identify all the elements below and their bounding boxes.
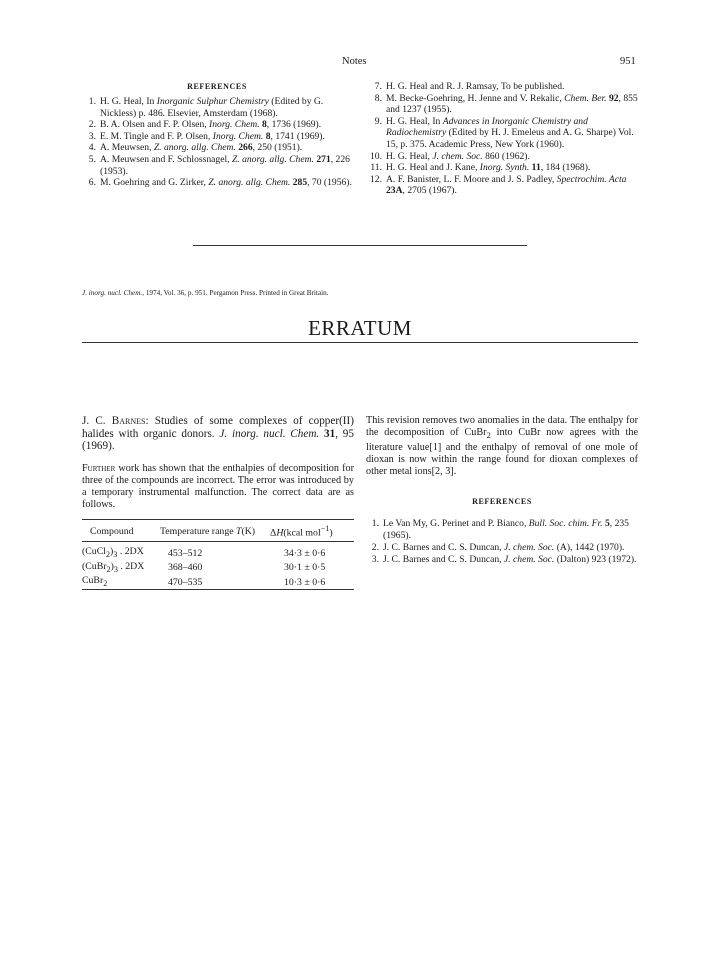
reference-number: 3.	[371, 554, 379, 565]
reference-number: 2.	[88, 119, 96, 131]
cell-enthalpy: 30·1 ± 0·5	[284, 562, 326, 574]
erratum-title: ERRATUM	[308, 316, 412, 340]
cell-enthalpy: 10·3 ± 0·6	[284, 576, 326, 588]
reference-number: 1.	[371, 518, 379, 529]
reference-item	[83, 177, 355, 189]
cell-enthalpy: 34·3 ± 0·6	[284, 547, 326, 559]
reference-number: 12.	[370, 173, 382, 185]
reference-text: H. G. Heal and J. Kane, Inorg. Synth. 11, 184 (1968).	[386, 162, 591, 174]
reference-item	[366, 81, 638, 93]
cell-temperature-range: 453–512	[168, 547, 203, 559]
reference-item	[83, 142, 355, 154]
reference-text: H. G. Heal, In Advances in Inorganic Chemistry and Radiochemistry (Edited by H. J. Emeleus and A. G. Sharpe) Vol. 15, p. 375. Academic Press, New York (1960).	[386, 115, 634, 150]
table-row	[82, 575, 354, 589]
col-temperature-range: Temperature range T(K)	[160, 525, 256, 537]
reference-text: A. F. Banister, L. F. Moore and J. S. Padley, Spectrochim. Acta 23A, 2705 (1967).	[386, 173, 627, 197]
reference-number: 2.	[371, 542, 379, 553]
cell-temperature-range: 470–535	[168, 576, 203, 588]
table-header-row	[82, 521, 354, 541]
erratum-intro: J. C. Barnes: Studies of some complexes of copper(II) halides with organic donors. J. inorg. nucl. Chem. 31, 95 (1969).	[82, 415, 354, 453]
col-enthalpy: ΔH(kcal mol$^{-1}$)	[270, 524, 333, 539]
cell-compound: $(CuCl_2)_3$ . 2DX	[82, 546, 144, 560]
reference-text: H. G. Heal and R. J. Ramsay, To be published.	[386, 81, 565, 92]
section-divider	[193, 245, 527, 246]
references-list-left	[83, 96, 355, 189]
title-rule	[82, 342, 638, 343]
cell-temperature-range: 368–460	[168, 562, 203, 574]
col-compound: Compound	[90, 525, 134, 537]
reference-text: M. Goehring and G. Zirker, Z. anorg. allg. Chem. 285, 70 (1956).	[100, 177, 352, 189]
reference-number: 8.	[374, 92, 382, 104]
cell-compound: CuBr$_2$	[82, 575, 108, 589]
reference-item	[366, 554, 638, 566]
reference-text: J. C. Barnes and C. S. Duncan, J. chem. Soc. (Dalton) 923 (1972).	[383, 554, 637, 565]
cell-compound: $(CuBr_2)_3$ . 2DX	[82, 560, 145, 574]
reference-number: 1.	[88, 96, 96, 107]
reference-item	[366, 116, 638, 151]
reference-number: 3.	[88, 130, 96, 142]
reference-text: M. Becke-Goehring, H. Jenne and V. Rekalic, Chem. Ber. 92, 855 and 1237 (1955).	[386, 92, 638, 116]
reference-item	[366, 162, 638, 174]
reference-text: E. M. Tingle and F. P. Olsen, Inorg. Chem. 8, 1741 (1969).	[100, 130, 325, 142]
reference-number: 6.	[88, 177, 96, 189]
references-list-right	[366, 81, 638, 197]
references-heading: REFERENCES	[187, 82, 247, 91]
reference-text: B. A. Olsen and F. P. Olsen, Inorg. Chem. 8, 1736 (1969).	[100, 119, 322, 131]
reference-item	[366, 542, 638, 554]
erratum-references-list	[366, 518, 638, 566]
table-bottom-rule	[82, 589, 354, 590]
reference-number: 4.	[88, 142, 96, 154]
reference-item	[366, 93, 638, 116]
reference-number: 7.	[374, 81, 382, 92]
erratum-paragraph-2: This revision removes two anomalies in the data. The enthalpy for the decomposition of CuBr$_2$ into CuBr now agrees with the literature value[1] and the enthalpy of removal of one mole of dioxan is now within the range found for dioxan complexes of other metal ions[2, 3].	[366, 415, 638, 477]
reference-item	[366, 151, 638, 163]
reference-item	[366, 518, 638, 542]
reference-number: 11.	[370, 162, 382, 174]
reference-item	[83, 131, 355, 143]
reference-text: H. G. Heal, J. chem. Soc. 860 (1962).	[386, 150, 530, 162]
table-row	[82, 561, 354, 575]
reference-text: Le Van My, G. Perinet and P. Bianco, Bull. Soc. chim. Fr. 5, 235 (1965).	[383, 518, 629, 541]
reference-text: H. G. Heal, In Inorganic Sulphur Chemistry (Edited by G. Nickless) p. 486. Elsevier, Amsterdam (1968).	[100, 96, 324, 119]
reference-text: A. Meuwsen, Z. anorg. allg. Chem. 266, 250 (1951).	[100, 142, 303, 154]
reference-text: J. C. Barnes and C. S. Duncan, J. chem. Soc. (A), 1442 (1970).	[383, 542, 625, 553]
table-top-rule	[82, 519, 354, 520]
running-header-section: Notes	[342, 56, 367, 67]
table-row	[82, 541, 354, 560]
erratum-paragraph-1: Further work has shown that the enthalpies of decomposition for three of the compounds are incorrect. The error was introduced by a temporary instrumental malfunction. The correct data are as follows.	[82, 463, 354, 510]
erratum-references-heading: REFERENCES	[472, 497, 532, 506]
reference-number: 10.	[370, 150, 382, 162]
reference-item	[366, 174, 638, 197]
reference-item	[83, 154, 355, 177]
reference-number: 5.	[88, 153, 96, 165]
reference-item	[83, 96, 355, 119]
enthalpy-table	[82, 521, 354, 590]
page-number: 951	[620, 56, 636, 67]
reference-text: A. Meuwsen and F. Schlossnagel, Z. anorg. allg. Chem. 271, 226 (1953).	[100, 153, 350, 177]
journal-citation-line: J. inorg. nucl. Chem., 1974, Vol. 36, p. 951. Pergamon Press. Printed in Great Britain.	[82, 289, 329, 297]
reference-item	[83, 119, 355, 131]
table-header-rule	[82, 541, 354, 542]
reference-number: 9.	[374, 115, 382, 127]
